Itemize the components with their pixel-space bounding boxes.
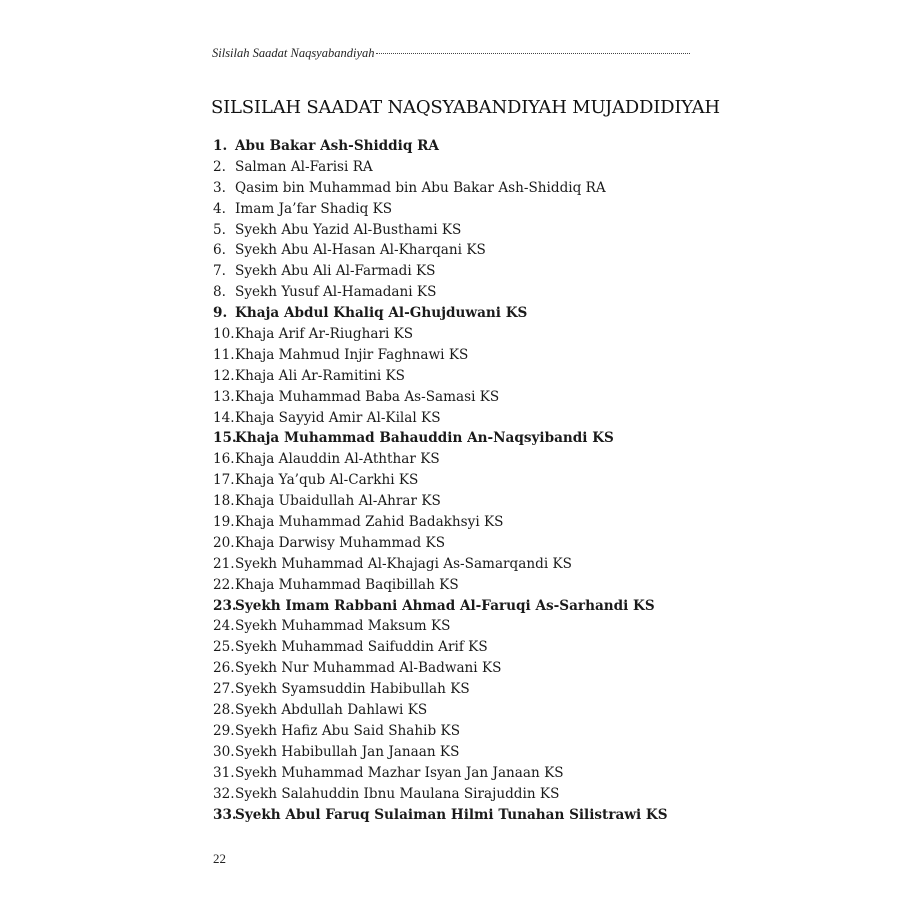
- lineage-item-name: Syekh Muhammad Mazhar Isyan Jan Janaan KS: [235, 764, 564, 781]
- lineage-item-number: 5.: [213, 221, 226, 238]
- lineage-item-number: 13.: [213, 388, 235, 405]
- lineage-item-name: Khaja Ya’qub Al-Carkhi KS: [235, 472, 419, 489]
- lineage-item-number: 9.: [213, 305, 228, 322]
- lineage-item-name: Abu Bakar Ash-Shiddiq RA: [235, 138, 439, 154]
- lineage-item: [213, 763, 773, 784]
- lineage-item-name: Khaja Alauddin Al-Aththar KS: [235, 451, 440, 468]
- lineage-item: [213, 658, 773, 679]
- lineage-item-name: Khaja Muhammad Baqibillah KS: [235, 576, 459, 593]
- lineage-item-number: 1.: [213, 138, 228, 154]
- lineage-item-name: Syekh Hafiz Abu Said Shahib KS: [235, 722, 461, 739]
- lineage-item-number: 24.: [213, 618, 235, 635]
- running-header-title: Silsilah Saadat Naqsyabandiyah: [212, 46, 375, 60]
- lineage-item-name: Syekh Abu Al-Hasan Al-Kharqani KS: [235, 242, 486, 259]
- lineage-item-name: Syekh Abul Faruq Sulaiman Hilmi Tunahan Silistrawi KS: [235, 806, 668, 823]
- lineage-item-name: Syekh Syamsuddin Habibullah KS: [235, 681, 470, 698]
- lineage-item-name: Khaja Darwisy Muhammad KS: [235, 534, 446, 551]
- lineage-item-number: 17.: [213, 472, 235, 489]
- lineage-item: [213, 637, 773, 658]
- lineage-item-name: Qasim bin Muhammad bin Abu Bakar Ash-Shiddiq RA: [235, 179, 606, 196]
- lineage-item-number: 19.: [213, 514, 235, 531]
- lineage-item-name: Syekh Nur Muhammad Al-Badwani KS: [235, 660, 502, 677]
- lineage-item-number: 21.: [213, 555, 235, 572]
- lineage-item-name: Syekh Salahuddin Ibnu Maulana Sirajuddin KS: [235, 785, 560, 802]
- lineage-item-number: 25.: [213, 639, 235, 656]
- lineage-item: [213, 366, 773, 387]
- lineage-item-number: 16.: [213, 451, 235, 468]
- lineage-item-number: 26.: [213, 660, 235, 677]
- lineage-item-name: Khaja Ubaidullah Al-Ahrar KS: [235, 493, 441, 510]
- lineage-item-number: 10.: [213, 326, 235, 343]
- lineage-item-number: 2.: [213, 158, 226, 175]
- lineage-item: [213, 533, 773, 554]
- lineage-item-number: 28.: [213, 702, 235, 719]
- page-number: 22: [213, 851, 226, 866]
- lineage-item-number: 18.: [213, 493, 235, 510]
- lineage-item: [213, 261, 773, 282]
- lineage-list: [213, 136, 773, 825]
- lineage-item: [213, 428, 773, 449]
- lineage-item-name: Khaja Muhammad Bahauddin An-Naqsyibandi KS: [235, 430, 614, 447]
- lineage-item: [213, 136, 773, 157]
- lineage-item-name: Khaja Muhammad Baba As-Samasi KS: [235, 388, 500, 405]
- lineage-item-name: Syekh Muhammad Maksum KS: [235, 618, 451, 635]
- lineage-item-name: Khaja Arif Ar-Riughari KS: [235, 326, 414, 343]
- lineage-item: [213, 157, 773, 178]
- lineage-item: [213, 512, 773, 533]
- lineage-item: [213, 470, 773, 491]
- lineage-item-name: Khaja Sayyid Amir Al-Kilal KS: [235, 409, 441, 426]
- lineage-item: [213, 784, 773, 805]
- lineage-item-name: Khaja Abdul Khaliq Al-Ghujduwani KS: [235, 305, 528, 322]
- lineage-item-number: 20.: [213, 534, 235, 551]
- lineage-item-number: 27.: [213, 681, 235, 698]
- lineage-item: [213, 491, 773, 512]
- lineage-item-number: 11.: [213, 346, 235, 363]
- lineage-item-number: 23.: [213, 597, 237, 614]
- lineage-item: [213, 721, 773, 742]
- lineage-item-name: Khaja Ali Ar-Ramitini KS: [235, 367, 405, 384]
- lineage-item: [213, 199, 773, 220]
- lineage-item-number: 6.: [213, 242, 226, 259]
- lineage-item: [213, 805, 773, 826]
- lineage-item-number: 3.: [213, 179, 226, 196]
- lineage-item-number: 31.: [213, 764, 235, 781]
- lineage-item-number: 12.: [213, 367, 235, 384]
- lineage-item: [213, 679, 773, 700]
- lineage-item: [213, 345, 773, 366]
- lineage-item-number: 8.: [213, 284, 226, 301]
- lineage-item: [213, 178, 773, 199]
- lineage-item-name: Khaja Muhammad Zahid Badakhsyi KS: [235, 514, 504, 531]
- lineage-item-number: 4.: [213, 200, 226, 217]
- lineage-item-name: Syekh Abu Ali Al-Farmadi KS: [235, 263, 436, 280]
- lineage-item-number: 7.: [213, 263, 226, 280]
- lineage-item-name: Syekh Habibullah Jan Janaan KS: [235, 743, 460, 760]
- lineage-item: [213, 240, 773, 261]
- lineage-item-number: 33.: [213, 806, 237, 823]
- lineage-item-name: Khaja Mahmud Injir Faghnawi KS: [235, 346, 469, 363]
- lineage-item: [213, 408, 773, 429]
- lineage-item-number: 15.: [213, 430, 237, 447]
- lineage-item: [213, 742, 773, 763]
- running-header-dot-leader: [376, 53, 691, 54]
- lineage-item-number: 14.: [213, 409, 235, 426]
- lineage-item: [213, 554, 773, 575]
- chapter-title: SILSILAH SAADAT NAQSYABANDIYAH MUJADDIDIYAH: [211, 97, 720, 118]
- lineage-item: [213, 700, 773, 721]
- lineage-item: [213, 324, 773, 345]
- lineage-item: [213, 303, 773, 324]
- lineage-item: [213, 596, 773, 617]
- lineage-item: [213, 449, 773, 470]
- lineage-item-number: 30.: [213, 743, 235, 760]
- lineage-item-name: Syekh Muhammad Al-Khajagi As-Samarqandi KS: [235, 555, 572, 572]
- running-header: [212, 46, 690, 61]
- lineage-item-name: Salman Al-Farisi RA: [235, 158, 373, 175]
- lineage-item-name: Syekh Yusuf Al-Hamadani KS: [235, 284, 437, 301]
- lineage-item-number: 32.: [213, 785, 235, 802]
- lineage-item: [213, 282, 773, 303]
- lineage-item-name: Syekh Muhammad Saifuddin Arif KS: [235, 639, 488, 656]
- lineage-item-name: Syekh Abdullah Dahlawi KS: [235, 702, 428, 719]
- lineage-item: [213, 575, 773, 596]
- lineage-item-name: Imam Ja’far Shadiq KS: [235, 200, 393, 217]
- lineage-item: [213, 616, 773, 637]
- lineage-item: [213, 387, 773, 408]
- lineage-item-name: Syekh Abu Yazid Al-Busthami KS: [235, 221, 462, 238]
- lineage-item-name: Syekh Imam Rabbani Ahmad Al-Faruqi As-Sarhandi KS: [235, 597, 655, 614]
- lineage-item-number: 22.: [213, 576, 235, 593]
- lineage-item: [213, 220, 773, 241]
- lineage-item-number: 29.: [213, 722, 235, 739]
